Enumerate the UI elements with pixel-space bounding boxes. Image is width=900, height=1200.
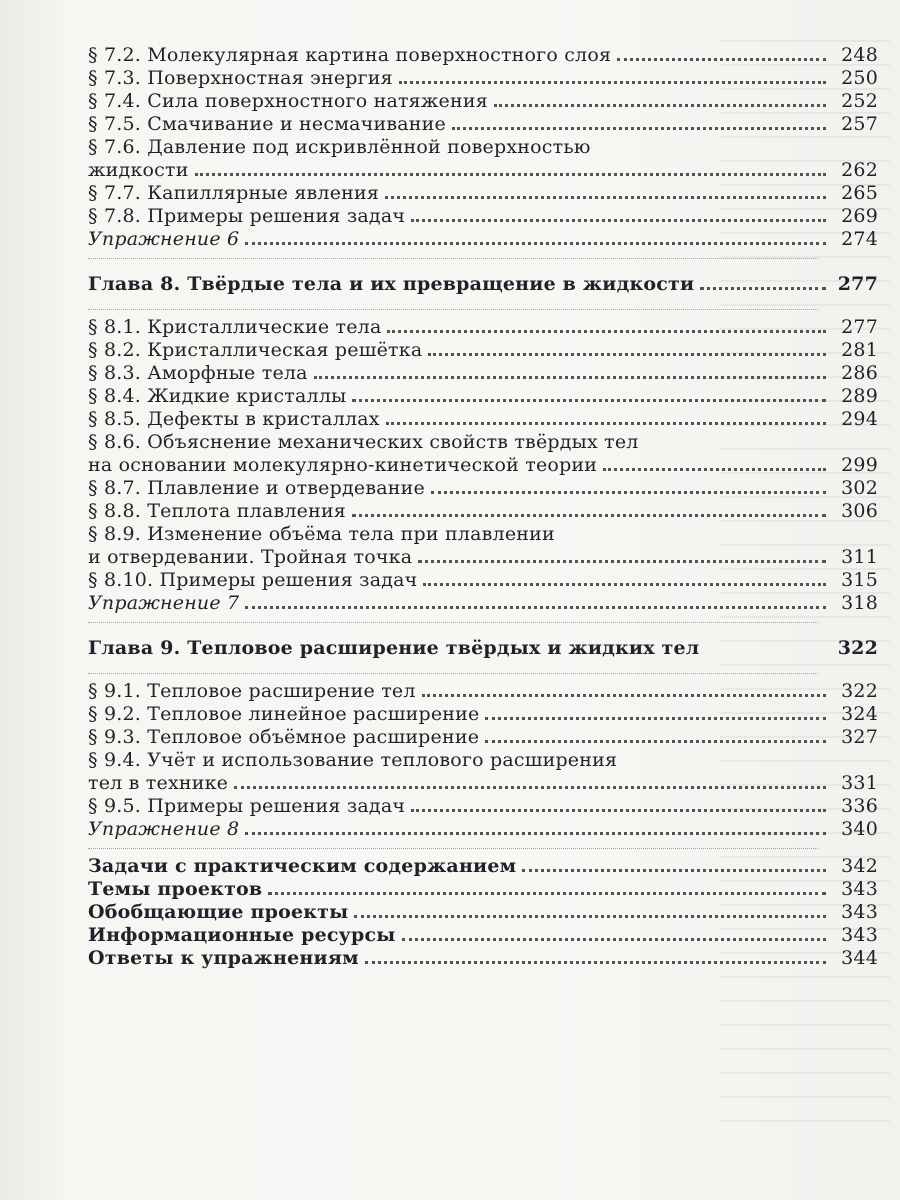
- toc-entry-continued[interactable]: [88, 431, 878, 453]
- leader-dots: [617, 58, 826, 61]
- toc-page: 250: [841, 67, 878, 89]
- toc-page: 248: [841, 44, 878, 66]
- toc-page: 340: [841, 818, 878, 840]
- toc-entry[interactable]: [88, 44, 878, 66]
- toc-page: 302: [841, 477, 878, 499]
- toc-title: § 7.3. Поверхностная энергия: [88, 67, 393, 89]
- toc-entry[interactable]: [88, 316, 878, 338]
- toc-title-line2: тел в технике: [88, 772, 229, 794]
- toc-page: 343: [841, 878, 878, 900]
- toc-page: 327: [841, 726, 878, 748]
- toc-page: 331: [841, 772, 878, 794]
- leader-dots: [354, 915, 826, 918]
- toc-entry[interactable]: [88, 569, 878, 591]
- leader-dots: [352, 514, 826, 517]
- toc-entry[interactable]: [88, 159, 878, 181]
- divider: [88, 309, 818, 310]
- leader-dots: [245, 832, 826, 835]
- table-of-contents: [88, 44, 878, 970]
- toc-entry-bold[interactable]: [88, 878, 878, 900]
- toc-entry[interactable]: [88, 182, 878, 204]
- leader-dots: [428, 353, 826, 356]
- toc-page: 262: [841, 159, 878, 181]
- leader-dots: [422, 694, 826, 697]
- leader-dots: [365, 961, 826, 964]
- leader-dots: [387, 330, 826, 333]
- toc-title: Глава 9. Тепловое расширение твёрдых и жидких тел: [88, 637, 700, 659]
- toc-page: 265: [841, 182, 878, 204]
- toc-entry-continued[interactable]: [88, 136, 878, 158]
- leader-dots: [234, 786, 826, 789]
- toc-title-line1: § 7.6. Давление под искривлённой поверхностью: [88, 136, 591, 158]
- leader-dots: [268, 892, 826, 895]
- toc-page: 286: [841, 362, 878, 384]
- toc-entry[interactable]: [88, 772, 878, 794]
- toc-page: 289: [841, 385, 878, 407]
- toc-page: 336: [841, 795, 878, 817]
- toc-entry[interactable]: [88, 795, 878, 817]
- toc-title: § 8.7. Плавление и отвердевание: [88, 477, 425, 499]
- toc-entry-continued[interactable]: [88, 523, 878, 545]
- leader-dots: [494, 104, 826, 107]
- toc-page: 269: [841, 205, 878, 227]
- toc-exercise[interactable]: [88, 228, 878, 250]
- toc-title: § 8.1. Кристаллические тела: [88, 316, 382, 338]
- leader-dots: [245, 606, 826, 609]
- divider: [88, 673, 818, 674]
- leader-dots: [423, 583, 826, 586]
- leader-dots: [485, 740, 826, 743]
- divider: [88, 848, 818, 849]
- toc-entry-bold[interactable]: [88, 901, 878, 923]
- leader-dots: [411, 219, 826, 222]
- toc-chapter[interactable]: [88, 637, 878, 659]
- toc-page: 257: [841, 113, 878, 135]
- toc-title: § 7.4. Сила поверхностного натяжения: [88, 90, 488, 112]
- toc-title: Упражнение 7: [88, 592, 240, 614]
- toc-entry[interactable]: [88, 500, 878, 522]
- toc-entry[interactable]: [88, 205, 878, 227]
- leader-dots: [352, 399, 826, 402]
- leader-dots: [411, 809, 826, 812]
- toc-page: 281: [841, 339, 878, 361]
- toc-title-line2: на основании молекулярно-кинетической теории: [88, 454, 598, 476]
- toc-page: 324: [841, 703, 878, 725]
- toc-page: 277: [837, 273, 878, 295]
- toc-page: 343: [841, 924, 878, 946]
- toc-entry[interactable]: [88, 362, 878, 384]
- toc-entry-bold[interactable]: [88, 924, 878, 946]
- toc-page: 344: [841, 947, 878, 969]
- toc-entry[interactable]: [88, 546, 878, 568]
- toc-title: Ответы к упражнениям: [88, 947, 359, 969]
- toc-page: 294: [841, 408, 878, 430]
- toc-page: 315: [841, 569, 878, 591]
- leader-dots: [385, 196, 826, 199]
- toc-title: § 9.2. Тепловое линейное расширение: [88, 703, 480, 725]
- toc-title: § 8.10. Примеры решения задач: [88, 569, 418, 591]
- toc-page: 322: [841, 680, 878, 702]
- divider: [88, 258, 818, 259]
- toc-title: Упражнение 8: [88, 818, 240, 840]
- toc-title-line1: § 9.4. Учёт и использование теплового расширения: [88, 749, 618, 771]
- leader-dots: [603, 468, 826, 471]
- toc-title: § 8.8. Теплота плавления: [88, 500, 346, 522]
- toc-page: 342: [841, 855, 878, 877]
- leader-dots: [399, 81, 826, 84]
- toc-title: Задачи с практическим содержанием: [88, 855, 517, 877]
- leader-dots: [402, 938, 826, 941]
- toc-title: § 8.5. Дефекты в кристаллах: [88, 408, 380, 430]
- leader-dots: [700, 287, 826, 290]
- toc-page: 343: [841, 901, 878, 923]
- toc-page: 252: [841, 90, 878, 112]
- toc-entry[interactable]: [88, 339, 878, 361]
- toc-title: § 8.4. Жидкие кристаллы: [88, 385, 347, 407]
- toc-title-line1: § 8.6. Объяснение механических свойств твёрдых тел: [88, 431, 639, 453]
- toc-title: § 9.1. Тепловое расширение тел: [88, 680, 416, 702]
- toc-title: Глава 8. Твёрдые тела и их превращение в жидкости: [88, 273, 695, 295]
- toc-exercise[interactable]: [88, 818, 878, 840]
- toc-entry-bold[interactable]: [88, 947, 878, 969]
- toc-title: § 7.7. Капиллярные явления: [88, 182, 380, 204]
- toc-page: 311: [841, 546, 878, 568]
- toc-title: Обобщающие проекты: [88, 901, 349, 923]
- leader-dots: [522, 869, 826, 872]
- toc-title-line1: § 8.9. Изменение объёма тела при плавлении: [88, 523, 555, 545]
- toc-entry[interactable]: [88, 90, 878, 112]
- leader-dots: [386, 422, 826, 425]
- leader-dots: [485, 717, 826, 720]
- toc-entry-bold[interactable]: [88, 855, 878, 877]
- toc-entry[interactable]: [88, 726, 878, 748]
- toc-title-line2: и отвердевании. Тройная точка: [88, 546, 413, 568]
- toc-entry[interactable]: [88, 67, 878, 89]
- toc-page: 322: [837, 637, 878, 659]
- toc-entry[interactable]: [88, 454, 878, 476]
- toc-page: 318: [841, 592, 878, 614]
- toc-title: § 7.8. Примеры решения задач: [88, 205, 406, 227]
- toc-page: 277: [841, 316, 878, 338]
- leader-dots: [418, 560, 826, 563]
- leader-dots: [452, 127, 826, 130]
- toc-page: 306: [841, 500, 878, 522]
- toc-entry-continued[interactable]: [88, 749, 878, 771]
- leader-dots: [431, 491, 826, 494]
- toc-entry[interactable]: [88, 113, 878, 135]
- toc-exercise[interactable]: [88, 592, 878, 614]
- toc-page: 299: [841, 454, 878, 476]
- toc-title: § 9.3. Тепловое объёмное расширение: [88, 726, 480, 748]
- leader-dots: [195, 173, 826, 176]
- toc-page: 274: [841, 228, 878, 250]
- leader-dots: [314, 376, 826, 379]
- leader-dots: [705, 651, 826, 654]
- toc-title: § 8.3. Аморфные тела: [88, 362, 308, 384]
- toc-entry[interactable]: [88, 385, 878, 407]
- toc-title: Информационные ресурсы: [88, 924, 396, 946]
- toc-entry[interactable]: [88, 408, 878, 430]
- toc-title: § 9.5. Примеры решения задач: [88, 795, 406, 817]
- toc-entry[interactable]: [88, 680, 878, 702]
- toc-entry[interactable]: [88, 477, 878, 499]
- toc-title: § 7.2. Молекулярная картина поверхностного слоя: [88, 44, 612, 66]
- toc-entry[interactable]: [88, 703, 878, 725]
- toc-title: Темы проектов: [88, 878, 263, 900]
- toc-title: Упражнение 6: [88, 228, 240, 250]
- divider: [88, 622, 818, 623]
- toc-title: § 8.2. Кристаллическая решётка: [88, 339, 423, 361]
- toc-chapter[interactable]: [88, 273, 878, 295]
- toc-title-line2: жидкости: [88, 159, 189, 181]
- toc-title: § 7.5. Смачивание и несмачивание: [88, 113, 446, 135]
- leader-dots: [245, 242, 826, 245]
